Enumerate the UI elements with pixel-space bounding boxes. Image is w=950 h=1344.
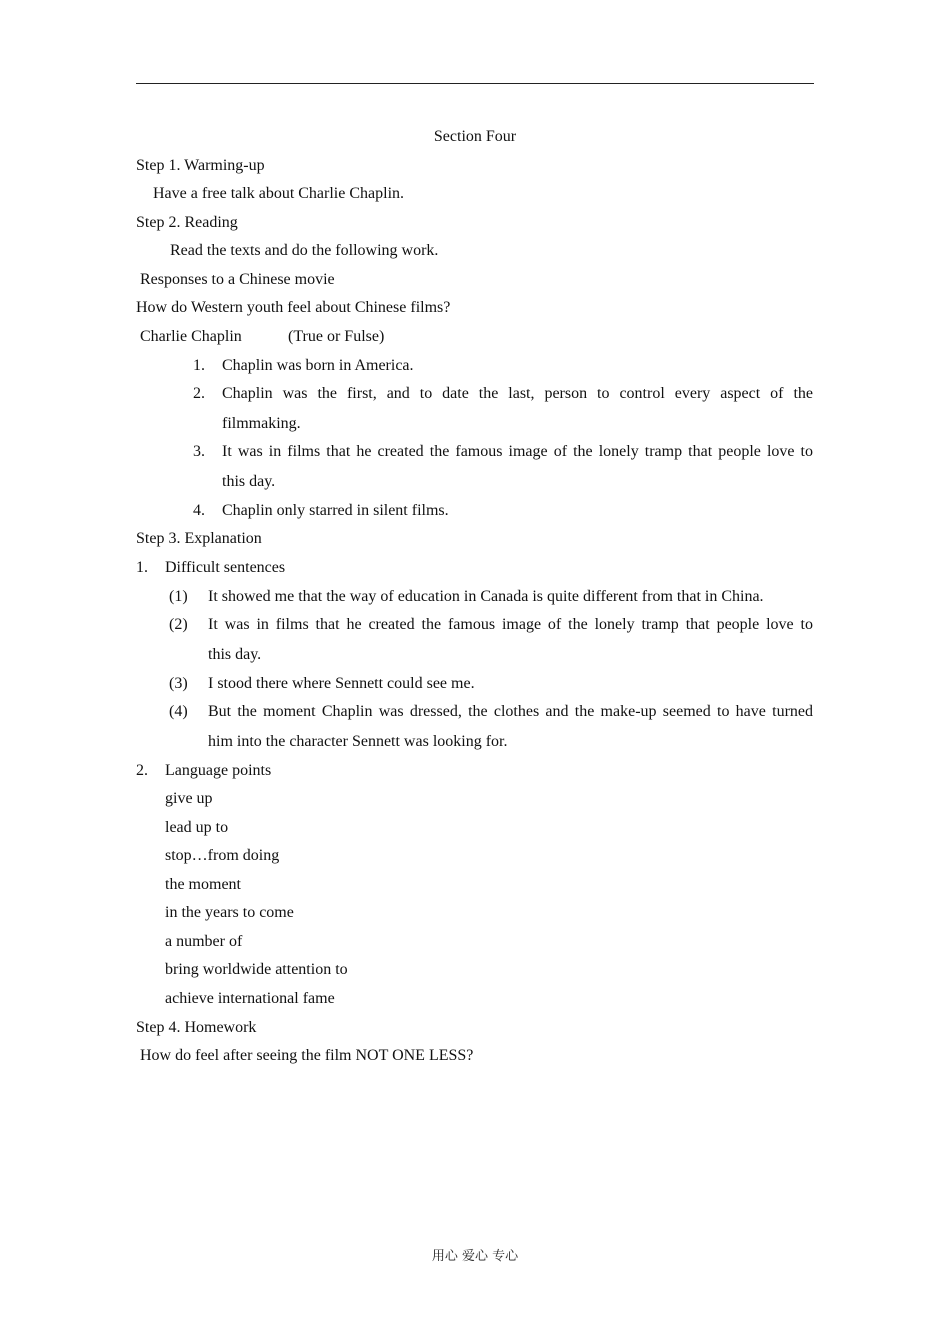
list-item: Chaplin was born in America. [222,357,414,374]
step1-heading: Step 1. Warming-up [136,157,265,174]
list-number: 3. [193,443,205,460]
sentence: I stood there where Sennett could see me. [208,675,475,692]
sentence-number: (4) [169,703,188,720]
phrase: achieve international fame [165,990,335,1007]
phrase: give up [165,790,213,807]
step1-text: Have a free talk about Charlie Chaplin. [153,185,405,202]
list-item-continued: filmmaking. [222,415,301,432]
list-item: Chaplin was the first, and to date the last, person to control every aspect of the [222,385,813,402]
phrase: the moment [165,876,241,893]
list-number: 2. [193,385,205,402]
step2-instruction: Read the texts and do the following work. [170,242,439,259]
step4-heading: Step 4. Homework [136,1019,257,1036]
sentence: It was in films that he created the famous image of the lonely tramp that people love to [208,616,813,633]
phrase: stop…from doing [165,847,280,864]
step3-heading: Step 3. Explanation [136,530,262,547]
list-number: 1. [193,357,205,374]
list-item-continued: this day. [222,473,276,490]
header-rule [136,83,814,84]
phrase: a number of [165,933,243,950]
phrase: in the years to come [165,904,294,921]
step2-subheading-chaplin: Charlie Chaplin [140,328,242,345]
phrase: lead up to [165,819,229,836]
sentence-number: (3) [169,675,188,692]
sentence-continued: this day. [208,646,262,663]
list-number: 4. [193,502,205,519]
step2-question: How do Western youth feel about Chinese films? [136,299,451,316]
page-title: Section Four [433,128,517,145]
true-false-note: (True or Fulse) [288,328,385,345]
step2-subheading-movie: Responses to a Chinese movie [140,271,335,288]
sentence-number: (1) [169,588,188,605]
sentence-continued: him into the character Sennett was looking for. [208,733,508,750]
section-number: 2. [136,762,148,779]
language-points-label: Language points [165,762,272,779]
difficult-sentences-label: Difficult sentences [165,559,286,576]
sentence: It showed me that the way of education in Canada is quite different from that in China. [208,588,764,605]
step2-heading: Step 2. Reading [136,214,238,231]
page-footer: 用心 爱心 专心 [431,1249,519,1264]
list-item: Chaplin only starred in silent films. [222,502,449,519]
section-number: 1. [136,559,148,576]
sentence-number: (2) [169,616,188,633]
sentence: But the moment Chaplin was dressed, the clothes and the make-up seemed to have turned [208,703,813,720]
phrase: bring worldwide attention to [165,961,348,978]
homework-text: How do feel after seeing the film NOT ONE LESS? [140,1047,474,1064]
list-item: It was in films that he created the famous image of the lonely tramp that people love to [222,443,813,460]
